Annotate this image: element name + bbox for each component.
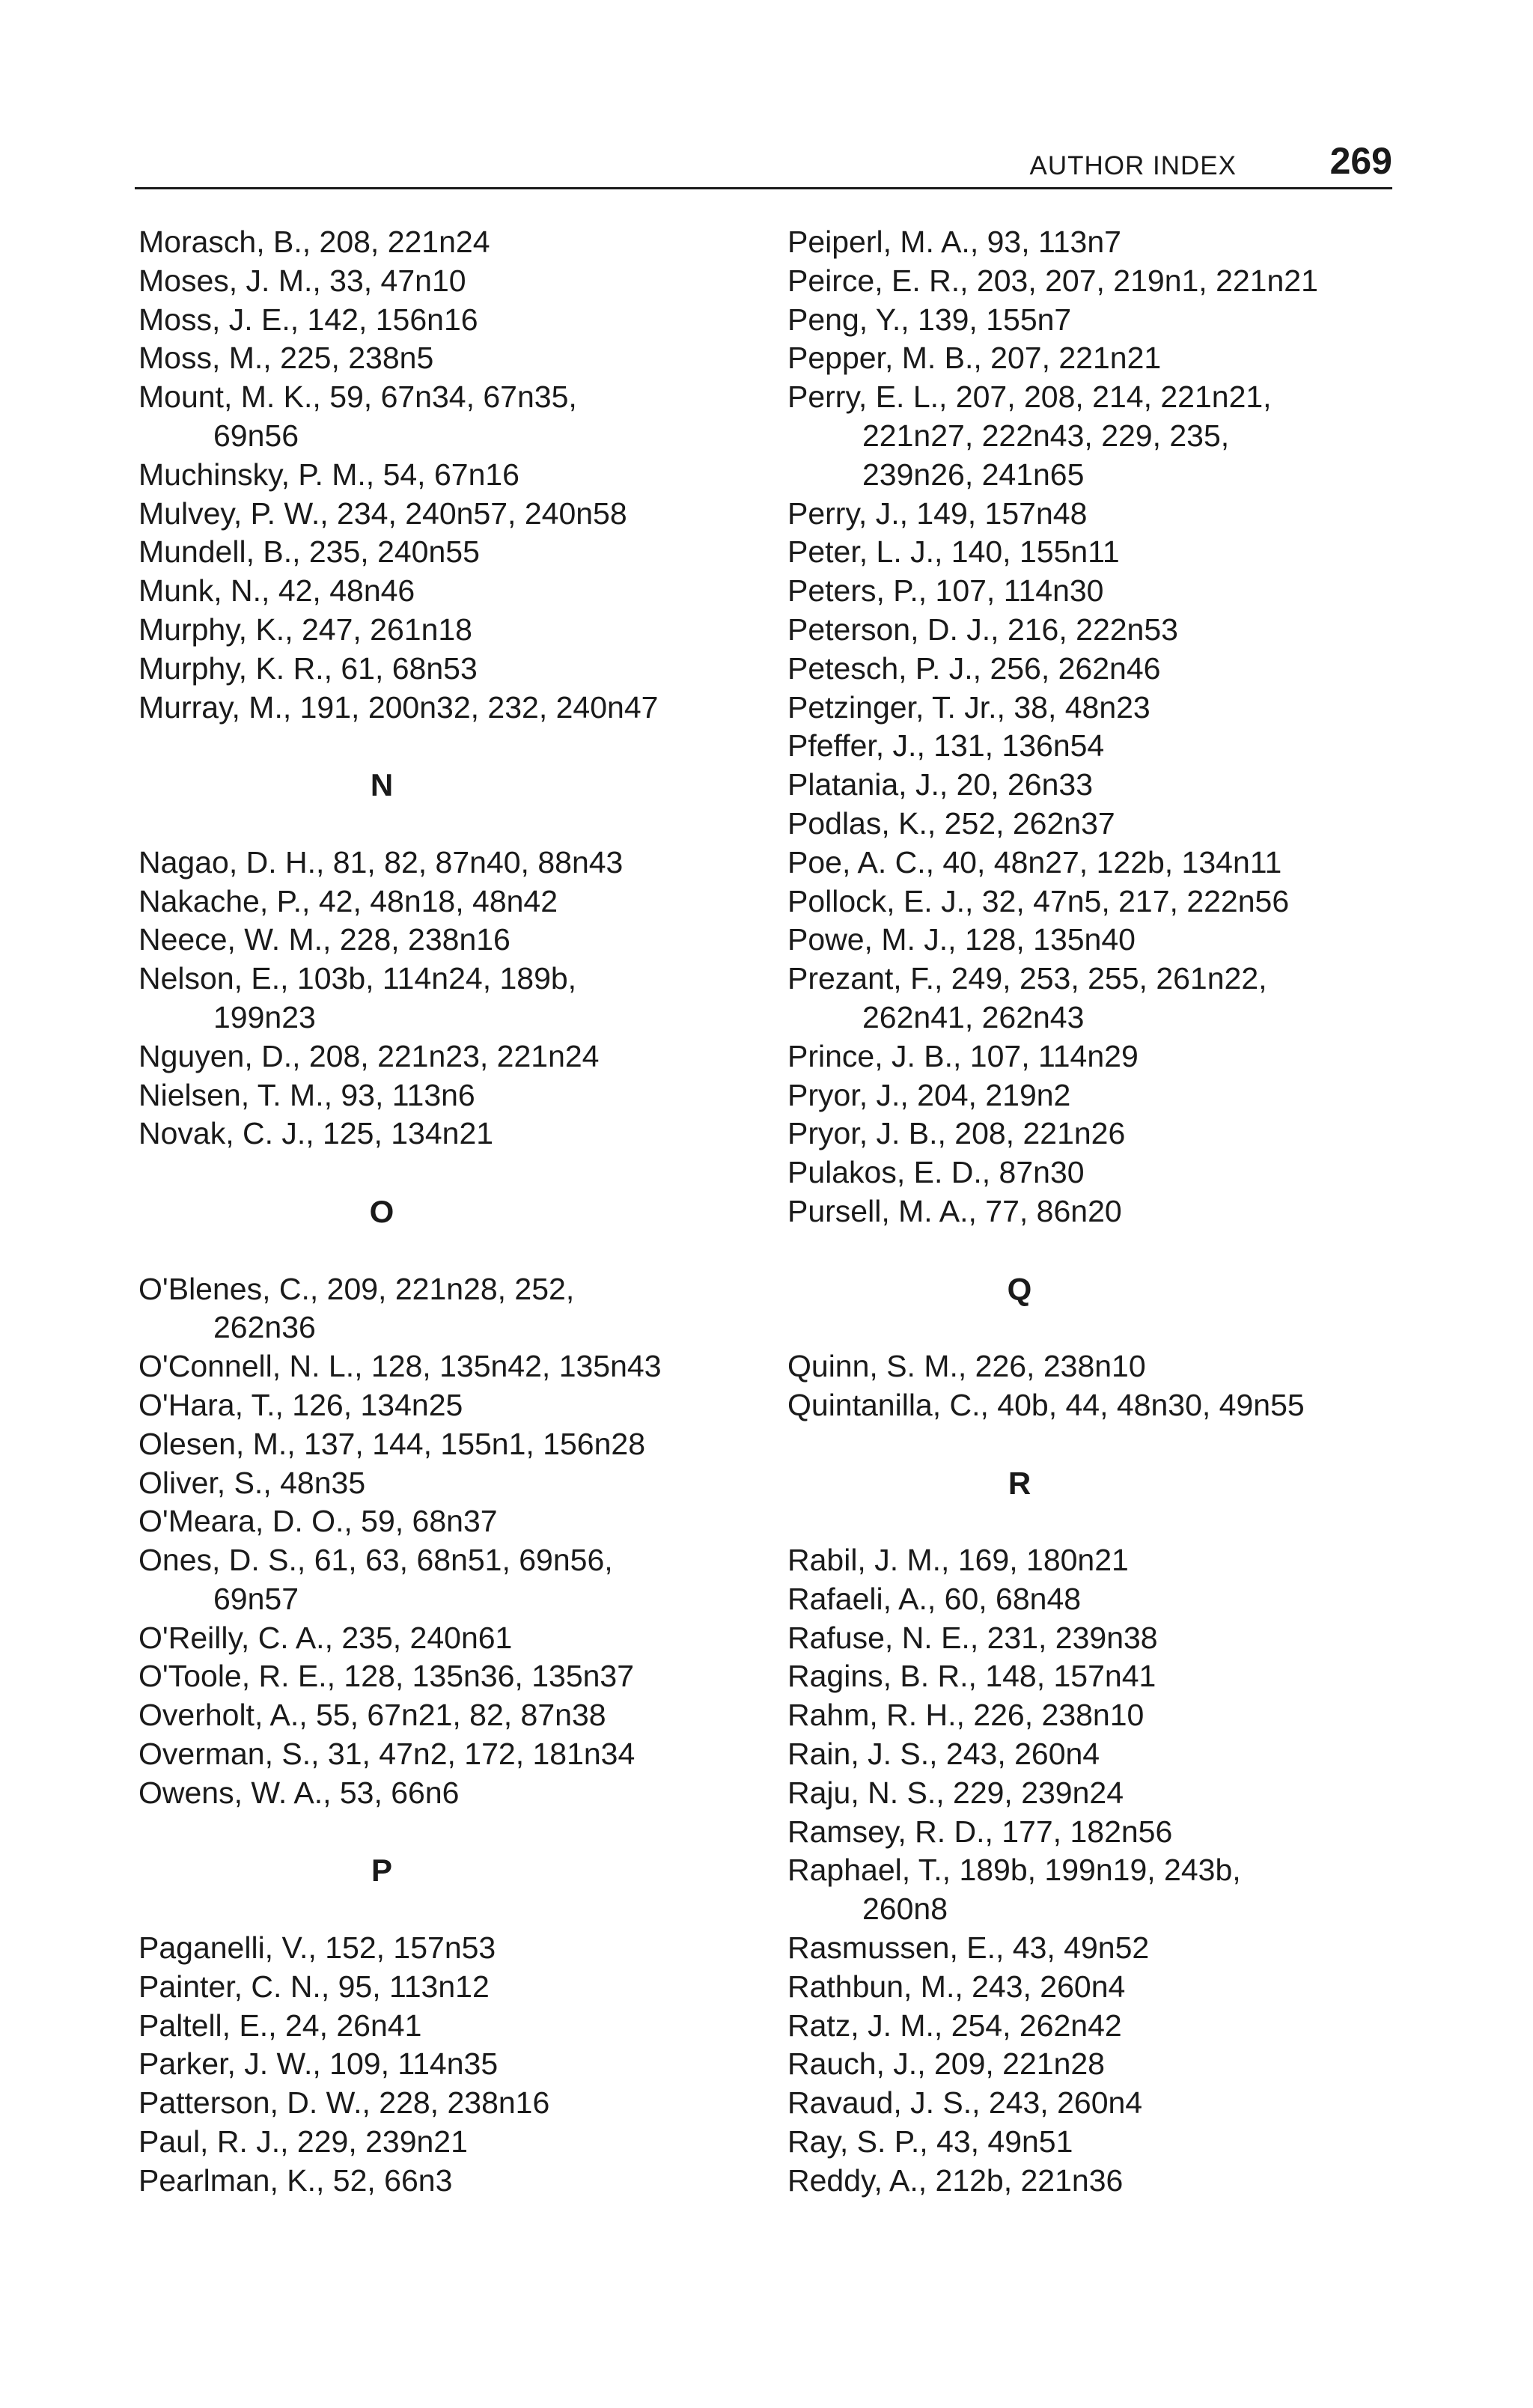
entry-line: Prezant, F., 249, 253, 255, 261n22,: [787, 961, 1267, 996]
index-entry: [787, 1386, 1394, 1425]
entry-line: Rasmussen, E., 43, 49n52: [787, 1930, 1150, 1966]
entry-line: Reddy, A., 212b, 221n36: [787, 2162, 1124, 2198]
index-entry: [138, 1347, 775, 1386]
running-title: AUTHOR INDEX: [1029, 151, 1237, 180]
section-letter-heading: R: [1008, 1465, 1031, 1501]
entry-line: Petesch, P. J., 256, 262n46: [787, 650, 1161, 686]
index-entry: [138, 301, 775, 340]
entry-line: Powe, M. J., 128, 135n40: [787, 922, 1136, 957]
entry-line: Muchinsky, P. M., 54, 67n16: [138, 457, 519, 492]
entry-line: Petzinger, T. Jr., 38, 48n23: [787, 689, 1150, 725]
index-column-left: [138, 223, 775, 2201]
index-entry: [138, 1696, 775, 1735]
index-column-right: [787, 223, 1394, 2201]
index-entry: [787, 960, 1394, 1037]
index-entry: [138, 495, 775, 534]
index-entry: [138, 1929, 775, 1968]
index-entry: [787, 844, 1394, 883]
entry-line: Rauch, J., 209, 221n28: [787, 2046, 1105, 2082]
index-entry: [138, 2162, 775, 2201]
entry-line: Perry, J., 149, 157n48: [787, 496, 1088, 531]
entry-continuation: 69n56: [213, 418, 299, 453]
entry-line: Rafuse, N. E., 231, 239n38: [787, 1620, 1158, 1655]
entry-line: Neece, W. M., 228, 238n16: [138, 922, 511, 957]
section-letter-heading: O: [369, 1193, 394, 1229]
index-entry: [787, 766, 1394, 805]
index-entry: [787, 2123, 1394, 2162]
index-entry: [138, 378, 775, 456]
index-entry: [787, 1619, 1394, 1658]
index-entry: [138, 689, 775, 728]
index-entry: [787, 2007, 1394, 2046]
index-entry: [138, 1502, 775, 1541]
entry-line: Owens, W. A., 53, 66n6: [138, 1775, 460, 1810]
entry-line: Moss, J. E., 142, 156n16: [138, 302, 478, 337]
index-entry: [138, 1735, 775, 1774]
entry-continuation: 262n36: [213, 1310, 316, 1345]
index-entry: [787, 1541, 1394, 1580]
entry-line: Poe, A. C., 40, 48n27, 122b, 134n11: [787, 844, 1282, 880]
entry-line: Nagao, D. H., 81, 82, 87n40, 88n43: [138, 844, 624, 880]
index-entry: [138, 2045, 775, 2084]
entry-line: Overman, S., 31, 47n2, 172, 181n34: [138, 1737, 636, 1772]
entry-line: Ramsey, R. D., 177, 182n56: [787, 1814, 1173, 1849]
entry-continuation: 199n23: [213, 999, 316, 1034]
entry-line: O'Toole, R. E., 128, 135n36, 135n37: [138, 1659, 635, 1694]
index-entry: [787, 301, 1394, 340]
entry-line: Paul, R. J., 229, 239n21: [138, 2124, 468, 2159]
index-entry: [787, 1657, 1394, 1696]
index-entry: [138, 2084, 775, 2123]
entry-line: Mulvey, P. W., 234, 240n57, 240n58: [138, 496, 627, 531]
entry-line: Novak, C. J., 125, 134n21: [138, 1116, 494, 1151]
entry-line: Peiperl, M. A., 93, 113n7: [787, 225, 1121, 259]
index-entry: [138, 921, 775, 960]
index-entry: [787, 883, 1394, 921]
index-entry: [787, 1076, 1394, 1115]
entry-line: Pryor, J. B., 208, 221n26: [787, 1116, 1126, 1151]
entry-line: Peirce, E. R., 203, 207, 219n1, 221n21: [787, 263, 1318, 298]
page-header: [135, 129, 1392, 189]
entry-line: Pfeffer, J., 131, 136n54: [787, 728, 1105, 763]
index-entry: [138, 339, 775, 378]
entry-continuation: 260n8: [862, 1892, 948, 1927]
entry-line: Ray, S. P., 43, 49n51: [787, 2124, 1073, 2159]
index-entry: [787, 262, 1394, 301]
entry-line: Rabil, J. M., 169, 180n21: [787, 1543, 1129, 1578]
index-entry: [138, 844, 775, 883]
entry-line: Rahm, R. H., 226, 238n10: [787, 1698, 1145, 1733]
index-entry: [787, 805, 1394, 844]
index-entry: [138, 223, 775, 262]
index-entry: [138, 883, 775, 921]
index-entry: [138, 1076, 775, 1115]
entry-line: Platania, J., 20, 26n33: [787, 767, 1094, 802]
entry-line: Ragins, B. R., 148, 157n41: [787, 1659, 1156, 1694]
entry-line: Moss, M., 225, 238n5: [138, 341, 434, 376]
index-entry: [787, 2084, 1394, 2123]
entry-line: Ones, D. S., 61, 63, 68n51, 69n56,: [138, 1543, 613, 1578]
entry-line: Nguyen, D., 208, 221n23, 221n24: [138, 1038, 600, 1073]
entry-line: Pursell, M. A., 77, 86n20: [787, 1193, 1122, 1228]
index-entry: [787, 495, 1394, 534]
index-entry: [138, 611, 775, 650]
entry-line: Pearlman, K., 52, 66n3: [138, 2162, 453, 2198]
entry-line: Rafaeli, A., 60, 68n48: [787, 1581, 1082, 1616]
index-entry: [138, 1115, 775, 1153]
entry-line: Pryor, J., 204, 219n2: [787, 1077, 1071, 1112]
entry-continuation: 239n26, 241n65: [862, 457, 1085, 492]
index-entry: [787, 611, 1394, 650]
index-entry: [787, 1115, 1394, 1153]
entry-line: O'Meara, D. O., 59, 68n37: [138, 1504, 498, 1539]
entry-line: Raju, N. S., 229, 239n24: [787, 1775, 1124, 1810]
entry-line: Peter, L. J., 140, 155n11: [787, 534, 1120, 570]
entry-line: Oliver, S., 48n35: [138, 1465, 366, 1500]
entry-line: Prince, J. B., 107, 114n29: [787, 1038, 1139, 1073]
index-entry: [787, 1696, 1394, 1735]
index-entry: [138, 2123, 775, 2162]
entry-line: Olesen, M., 137, 144, 155n1, 156n28: [138, 1426, 646, 1461]
index-entry: [787, 1735, 1394, 1774]
index-entry: [138, 1619, 775, 1658]
entry-line: Nielsen, T. M., 93, 113n6: [138, 1077, 475, 1112]
entry-line: Munk, N., 42, 48n46: [138, 573, 415, 609]
entry-line: O'Hara, T., 126, 134n25: [138, 1387, 463, 1422]
entry-line: Peng, Y., 139, 155n7: [787, 302, 1072, 337]
entry-line: Murray, M., 191, 200n32, 232, 240n47: [138, 689, 659, 725]
page-number: 269: [1329, 140, 1392, 182]
index-entry: [138, 1386, 775, 1425]
section-letter-heading: N: [370, 767, 394, 803]
entry-line: Nakache, P., 42, 48n18, 48n42: [138, 883, 558, 918]
index-entry: [787, 689, 1394, 728]
entry-line: Murphy, K. R., 61, 68n53: [138, 650, 478, 686]
index-entry: [787, 1968, 1394, 2007]
index-entry: [787, 1037, 1394, 1076]
index-entry: [787, 339, 1394, 378]
index-entry: [138, 1774, 775, 1813]
entry-line: Rathbun, M., 243, 260n4: [787, 1969, 1126, 2004]
entry-line: Painter, C. N., 95, 113n12: [138, 1969, 490, 2004]
entry-line: Quintanilla, C., 40b, 44, 48n30, 49n55: [787, 1387, 1305, 1422]
index-entry: [787, 1813, 1394, 1852]
index-entry: [787, 1774, 1394, 1813]
index-entry: [138, 960, 775, 1037]
index-entry: [787, 921, 1394, 960]
entry-line: Murphy, K., 247, 261n18: [138, 612, 472, 647]
index-entry: [787, 572, 1394, 611]
index-entry: [787, 2045, 1394, 2084]
entry-line: Overholt, A., 55, 67n21, 82, 87n38: [138, 1698, 606, 1733]
index-entry: [138, 533, 775, 572]
entry-line: Raphael, T., 189b, 199n19, 243b,: [787, 1853, 1241, 1888]
entry-line: Nelson, E., 103b, 114n24, 189b,: [138, 961, 577, 996]
index-entry: [787, 1580, 1394, 1619]
section-letter-heading: Q: [1007, 1271, 1032, 1307]
entry-continuation: 69n57: [213, 1581, 299, 1616]
index-entry: [138, 1425, 775, 1464]
index-entry: [787, 1929, 1394, 1968]
index-entry: [787, 2162, 1394, 2201]
entry-line: O'Blenes, C., 209, 221n28, 252,: [138, 1271, 575, 1306]
index-entry: [138, 1657, 775, 1696]
index-entry: [138, 1270, 775, 1348]
entry-line: Morasch, B., 208, 221n24: [138, 225, 490, 259]
index-entry: [787, 223, 1394, 262]
entry-line: Ravaud, J. S., 243, 260n4: [787, 2085, 1143, 2121]
entry-line: Peters, P., 107, 114n30: [787, 573, 1104, 609]
entry-continuation: 221n27, 222n43, 229, 235,: [862, 418, 1230, 453]
index-entry: [138, 456, 775, 495]
index-entry: [138, 1037, 775, 1076]
index-entry: [787, 533, 1394, 572]
entry-line: Paganelli, V., 152, 157n53: [138, 1930, 496, 1966]
index-entry: [787, 1192, 1394, 1231]
entry-line: Quinn, S. M., 226, 238n10: [787, 1349, 1146, 1384]
entry-line: Moses, J. M., 33, 47n10: [138, 263, 466, 298]
entry-line: Pepper, M. B., 207, 221n21: [787, 341, 1162, 376]
entry-continuation: 262n41, 262n43: [862, 999, 1085, 1034]
entry-line: Rain, J. S., 243, 260n4: [787, 1737, 1100, 1772]
index-entry: [138, 1541, 775, 1619]
index-entry: [787, 650, 1394, 689]
entry-line: Pollock, E. J., 32, 47n5, 217, 222n56: [787, 883, 1290, 918]
index-entry: [138, 1464, 775, 1503]
index-entry: [138, 262, 775, 301]
index-entry: [138, 572, 775, 611]
index-entry: [138, 2007, 775, 2046]
entry-line: O'Connell, N. L., 128, 135n42, 135n43: [138, 1349, 662, 1384]
section-letter-heading: P: [371, 1853, 392, 1889]
entry-line: Ratz, J. M., 254, 262n42: [787, 2008, 1122, 2043]
index-entry: [787, 1153, 1394, 1192]
entry-line: Perry, E. L., 207, 208, 214, 221n21,: [787, 380, 1272, 415]
entry-line: O'Reilly, C. A., 235, 240n61: [138, 1620, 513, 1655]
entry-line: Mundell, B., 235, 240n55: [138, 534, 480, 570]
index-entry: [787, 1851, 1394, 1929]
index-entry: [787, 727, 1394, 766]
index-entry: [787, 378, 1394, 494]
entry-line: Parker, J. W., 109, 114n35: [138, 2046, 499, 2082]
entry-line: Patterson, D. W., 228, 238n16: [138, 2085, 550, 2121]
index-entry: [138, 650, 775, 689]
entry-line: Mount, M. K., 59, 67n34, 67n35,: [138, 380, 577, 415]
index-entry: [787, 1347, 1394, 1386]
entry-line: Paltell, E., 24, 26n41: [138, 2008, 422, 2043]
entry-line: Pulakos, E. D., 87n30: [787, 1155, 1085, 1190]
index-entry: [138, 1968, 775, 2007]
entry-line: Podlas, K., 252, 262n37: [787, 805, 1115, 841]
entry-line: Peterson, D. J., 216, 222n53: [787, 612, 1178, 647]
